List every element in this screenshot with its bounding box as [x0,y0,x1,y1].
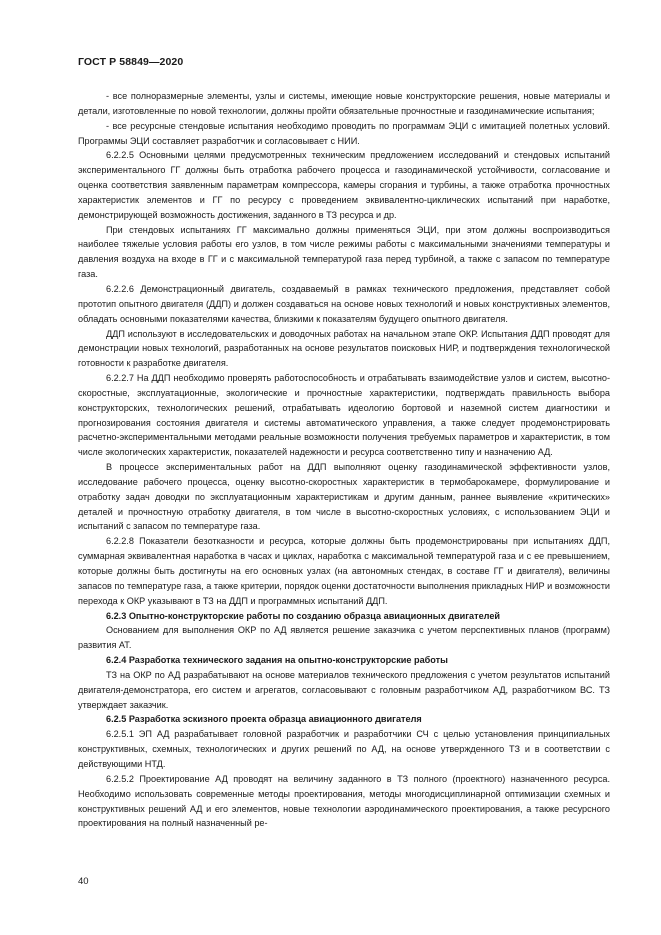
paragraph: 6.2.2.7 На ДДП необходимо проверять работоспособность и отрабатывать взаимодействие узлов и систем, высотно-скоростные, эксплуатационные, экологические и прочностные характеристики, подтверждать правильность выбора конструкторских, технологических решений, отрабатывать идеологию бортовой и наземной систем диагностики и прогнозирования состояния двигателя и системы автоматического управления, а также следует продемонстрировать расчетно-экспериментальными методами реальные возможности получения требуемых параметров и характеристик, в том числе экологических характеристик, показателей надежности и ресурса соответственно типу и назначению АД. [78,373,610,458]
section-heading: 6.2.4 Разработка технического задания на опытно-конструкторские работы [106,655,448,666]
paragraph: 6.2.2.5 Основными целями предусмотренных техническим предложением исследований и стендовых испытаний экспериментального ГГ должны быть отработка рабочего процесса и газодинамической устойчивости, согласование и оценка соответствия заявленным параметрам компрессора, камеры сгорания и турбины, а также отработка прочностных характеристик элементов и ГГ по ресурсу с проведением эквивалентно-циклических испытаний при наработке, демонстрирующей возможность достижения, заданного в ТЗ ресурса и др. [78,150,610,220]
paragraph: - все полноразмерные элементы, узлы и системы, имеющие новые конструкторские решения, новые материалы и детали, изготовленные по новой технологии, должны пройти обязательные прочностные и газодинамические испытания; [78,91,610,116]
paragraph: 6.2.5.2 Проектирование АД проводят на величину заданного в ТЗ полного (проектного) назначенного ресурса. Необходимо использовать современные методы проектирования, методы многодисциплинарной оптимизации схемных и конструктивных решений АД и его элементов, новые технологии аэродинамического проектирования, а также ресурсного проектирования на полный назначенный ре- [78,773,610,829]
section-heading: 6.2.3 Опытно-конструкторские работы по созданию образца авиационных двигателей [106,610,501,621]
paragraph: Основанием для выполнения ОКР по АД является решение заказчика с учетом перспективных планов (программ) развития АТ. [78,625,610,651]
paragraph: При стендовых испытаниях ГГ максимально должны применяться ЭЦИ, при этом должны воспроизводиться наиболее тяжелые условия работы его узлов, в том числе режимы работы с максимальными значениями температуры и давления воздуха на входе в ГГ и с максимальной температурой газа перед турбиной, а также с запасом по температуре газа. [78,224,610,280]
paragraph: 6.2.5.1 ЭП АД разрабатывает головной разработчик и разработчики СЧ с целью установления принципиальных конструктивных, схемных, технологических и других решений по АД, на основе утвержденного ТЗ и в соответствии с действующими НТД. [78,729,610,769]
paragraph: 6.2.2.8 Показатели безотказности и ресурса, которые должны быть продемонстрированы при испытаниях ДДП, суммарная эквивалентная наработка в часах и циклах, наработка с максимальной температурой газа и с ее превышением, которые должны быть достигнуты на его основных узлах (на автономных стендах, в составе ГГ и двигателя), величины запасов по температуре газа, а также критерии, порядок оценки достаточности выполнения прикладных НИР и возможности перехода к ОКР указывают в ТЗ на ДДП и программных испытаний ДДП. [78,536,610,606]
paragraph: В процессе экспериментальных работ на ДДП выполняют оценку газодинамической эффективности узлов, исследование рабочего процесса, оценку высотно-скоростных характеристик в термобарокамере, формулирование и отработку задач доводки по эксплуатационным характеристикам и другим данным, раннее выявление «критических» деталей и прочностную отработку двигателя, в том числе в высотно-скоростных условиях, с использованием ЭЦИ и испытаний с запасом по температуре газа. [78,462,610,532]
paragraph: 6.2.2.6 Демонстрационный двигатель, создаваемый в рамках технического предложения, представляет собой прототип опытного двигателя (ДДП) и должен создаваться на основе новых технологий и новых конструктивных элементов, обладать основными показателями качества, близкими к показателям будущего опытного двигателя. [78,283,610,324]
page-number: 40 [78,876,89,887]
paragraph: ТЗ на ОКР по АД разрабатывают на основе материалов технического предложения с учетом результатов испытаний двигателя-демонстратора, его систем и агрегатов, согласовывают с головным разработчиком АД, разработчиком ВС. ТЗ утверждает заказчик. [78,669,610,710]
paragraph: ДДП используют в исследовательских и доводочных работах на начальном этапе ОКР. Испытания ДДП проводят для демонстрации новых технологий, разработанных на основе результатов поисковых НИР, и подтверждения технологической готовности к разработке двигателя. [78,328,610,369]
paragraph: - все ресурсные стендовые испытания необходимо проводить по программам ЭЦИ с имитацией полетных условий. Программы ЭЦИ составляет разработчик и согласовывает с НИИ. [78,120,610,146]
page-header-standard: ГОСТ Р 58849—2020 [78,56,184,68]
section-heading: 6.2.5 Разработка эскизного проекта образца авиационного двигателя [106,714,422,725]
document-body [78,89,610,831]
